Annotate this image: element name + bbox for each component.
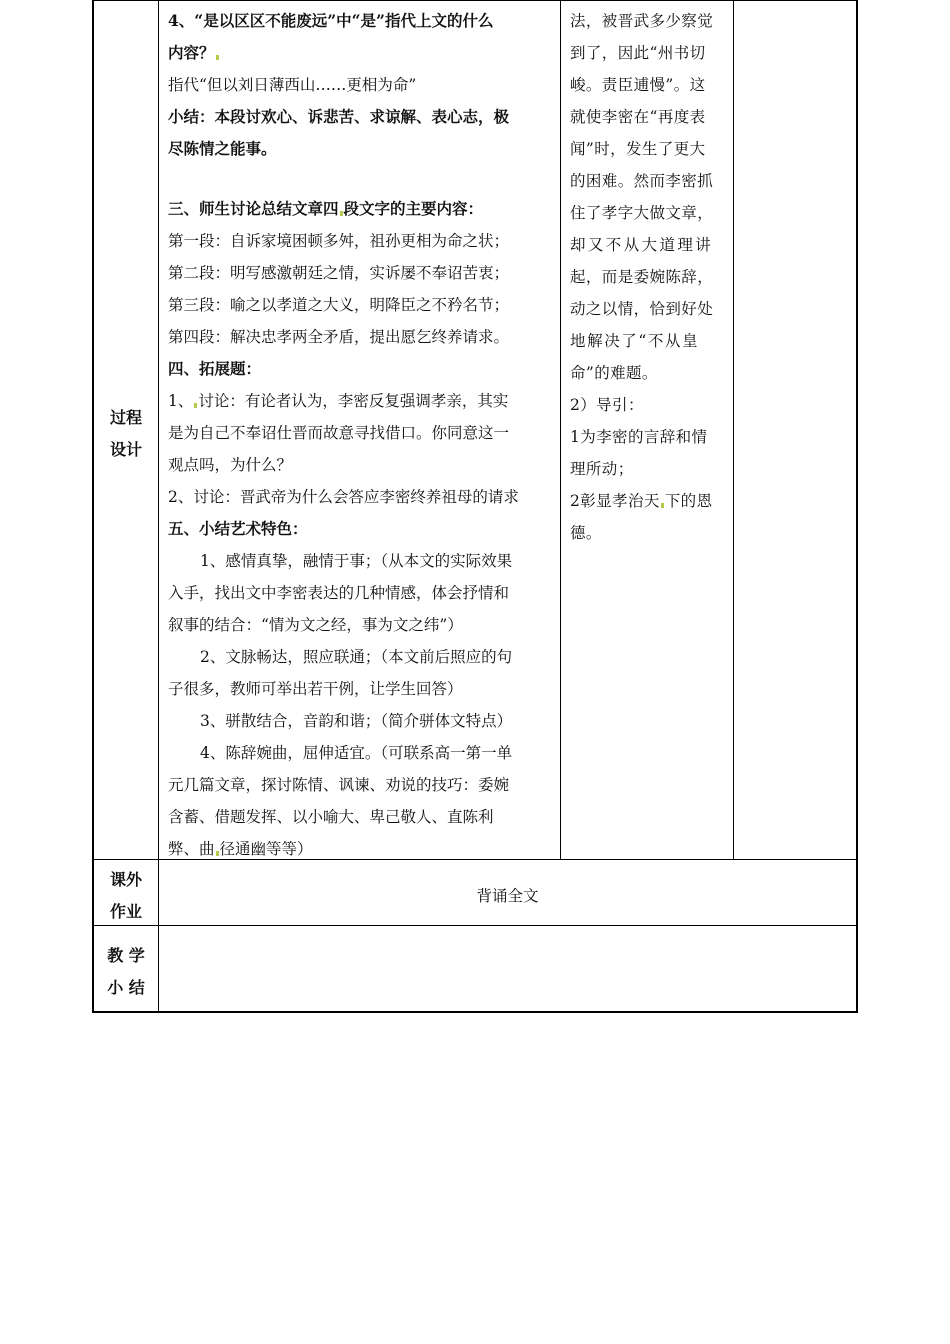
homework-label [94,864,158,928]
question-4-line2 [168,37,558,69]
row-divider-summary [92,925,858,926]
label-column-divider [158,0,159,1013]
note-line: 2）导引： [570,396,644,414]
part-3-heading-b: 段文字的主要内容： [343,199,484,218]
note-line: 就使李密在“再度表 [570,108,706,126]
note-line [570,485,730,517]
homework-label-line2: 作业 [109,902,142,921]
process-main-content [168,5,558,865]
note-line: 地解决了“不从皇 [570,332,700,350]
marker-dot [340,211,343,216]
note-line: 命”的难题。 [570,364,658,382]
note-line: 1为李密的言辞和情 [570,428,708,446]
note-line: 起，而是委婉陈辞， [570,268,714,286]
part-4-heading: 四、拓展题： [168,359,262,378]
part-3-heading [168,193,558,225]
extension-1-line3: 观点吗，为什么？ [168,456,293,474]
table-border-right [856,0,858,1013]
question-4-text: 内容？ [168,43,215,62]
process-label-line2: 设计 [109,440,142,459]
process-label-line1: 过程 [109,408,142,427]
extension-1-number: 1、 [168,392,194,410]
art-feature-2-line1: 2、文脉畅达，照应联通；（本文前后照应的句 [200,648,513,666]
extension-1-line2: 是为自己不奉诏仕晋而故意寻找借口。你同意这一 [168,424,510,442]
art-feature-4-line2: 元几篇文章，探讨陈情、讽谏、劝说的技巧：委婉 [168,776,510,794]
note-line: 法，被晋武多少察觉 [570,12,714,30]
note-line: 的困难。然而李密抓 [570,172,714,190]
art-feature-4-line4 [168,833,558,865]
marker-dot [216,851,219,856]
note-line: 峻。责臣逋慢”。这 [570,76,706,94]
extension-1-line1 [168,385,558,417]
note-line-16a: 2彰显孝治天 [570,492,660,510]
table-border-left [92,0,94,1013]
extension-1-text: 讨论：有论者认为，李密反复强调孝亲，其实 [198,392,509,410]
part-3-heading-a: 三、师生讨论总结文章四 [168,199,339,218]
art-feature-4-line4b: 径通幽等等） [219,840,313,858]
summary-line2: 尽陈情之能事。 [168,139,277,158]
art-feature-4-line3: 含蓄、借题发挥、以小喻大、卑己敬人、直陈利 [168,808,494,826]
art-feature-4-line4a: 弊、曲 [168,840,215,858]
art-feature-2-line2: 子很多，教师可举出若干例，让学生回答） [168,680,463,698]
marker-dot [194,403,197,408]
process-design-label [94,402,158,466]
question-4-answer: 指代“但以刘日薄西山……更相为命” [168,76,417,94]
paragraph-summary-4: 第四段：解决忠孝两全矛盾，提出愿乞终养请求。 [168,328,510,346]
table-border-top [92,0,858,1]
extension-2: 2、讨论：晋武帝为什么会答应李密终养祖母的请求 [168,488,519,506]
art-feature-4-line1: 4、陈辞婉曲，屈伸适宜。（可联系高一第一单 [200,744,513,762]
paragraph-summary-2: 第二段：明写感激朝廷之情，实诉屡不奉诏苦衷； [168,264,510,282]
paragraph-summary-3: 第三段：喻之以孝道之大义，明降臣之不矜名节； [168,296,510,314]
summary-label-line1: 教 学 [107,946,145,965]
lesson-plan-table [92,0,858,1013]
note-line: 闻”时，发生了更大 [570,140,706,158]
note-line-16b: 下的恩 [664,492,713,510]
note-line: 到了，因此“州书切 [570,44,706,62]
note-line: 理所动； [570,460,634,478]
art-feature-3-line1: 3、骈散结合，音韵和谐；（简介骈体文特点） [200,712,513,730]
question-4-line1: 4、“是以区区不能废远”中“是”指代上文的什么 [168,11,494,30]
process-notes-column [570,5,730,549]
note-line: 却又不从大道理讲 [570,236,714,254]
part-5-heading: 五、小结艺术特色： [168,519,308,538]
notes-column-divider [733,0,734,860]
table-border-bottom [92,1011,858,1013]
note-line: 动之以情，恰到好处 [570,300,714,318]
note-line: 住了孝字大做文章， [570,204,714,222]
homework-label-line1: 课外 [109,870,142,889]
teaching-summary-label [94,940,158,1004]
marker-dot [661,503,664,508]
homework-content: 背诵全文 [476,887,539,905]
note-line: 德。 [570,524,602,542]
marker-dot [216,55,219,60]
paragraph-summary-1: 第一段：自诉家境困顿多舛，祖孙更相为命之状； [168,232,510,250]
content-column-divider [560,0,561,860]
summary-label-line2: 小 结 [107,978,145,997]
summary-line1: 小结：本段讨欢心、诉悲苦、求谅解、表心志，极 [168,107,510,126]
art-feature-1-line1: 1、感情真挚，融情于事；（从本文的实际效果 [200,552,513,570]
art-feature-1-line3: 叙事的结合：“情为文之经，事为文之纬”） [168,616,463,634]
art-feature-1-line2: 入手，找出文中李密表达的几种情感，体会抒情和 [168,584,510,602]
blank-line [168,165,558,193]
